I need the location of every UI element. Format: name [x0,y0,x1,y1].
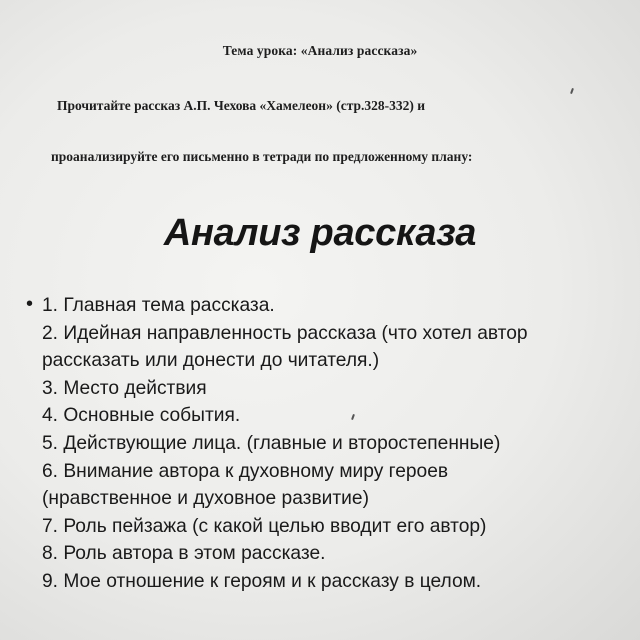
plan-item: 5. Действующие лица. (главные и второстепенные) [42,432,501,454]
bullet-marker: • [26,293,34,315]
instruction-line-1: Прочитайте рассказ А.П. Чехова «Хамелеон» (стр.328-332) и [57,98,426,113]
plan-item: 9. Мое отношение к героям и к рассказу в целом. [42,570,482,592]
plan-item: 2. Идейная направленность рассказа (что хотел автор [42,322,528,344]
analysis-plan [26,292,632,596]
plan-item: 8. Роль автора в этом рассказе. [42,543,326,565]
instruction-line-2: проанализируйте его письменно в тетради по предложенному плану: [51,149,473,164]
plan-item: 6. Внимание автора к духовному миру героев [42,460,449,482]
plan-item: 3. Место действия [42,377,207,399]
document-title: Анализ рассказа [163,212,477,254]
plan-item: (нравственное и духовное развитие) [42,488,369,510]
plan-item: 4. Основные события. [42,405,241,427]
lesson-topic: Тема урока: «Анализ рассказа» [222,43,418,58]
plan-item: 7. Роль пейзажа (с какой целью вводит его автор) [42,515,487,537]
plan-item: 1. Главная тема рассказа. [42,295,275,316]
speck-mark [570,88,574,94]
plan-item: рассказать или донести до читателя.) [42,350,380,372]
